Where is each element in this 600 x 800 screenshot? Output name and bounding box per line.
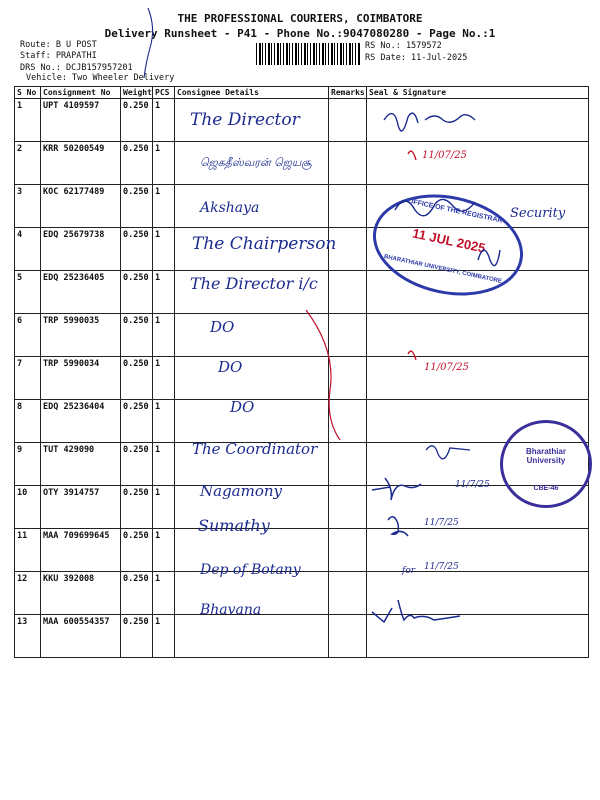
row-sno: 7 bbox=[15, 357, 41, 400]
row-weight: 0.250 bbox=[121, 357, 153, 400]
row-sno: 4 bbox=[15, 228, 41, 271]
row-pcs: 1 bbox=[153, 615, 175, 658]
row-weight: 0.250 bbox=[121, 486, 153, 529]
sig-date-row12: 11/7/25 bbox=[424, 562, 459, 572]
consignee-handwriting: The Chairperson bbox=[192, 234, 337, 254]
row-weight: 0.250 bbox=[121, 443, 153, 486]
seal-sub: CBE-46 bbox=[533, 485, 559, 492]
row-weight: 0.250 bbox=[121, 185, 153, 228]
row-sno: 11 bbox=[15, 529, 41, 572]
row-pcs: 1 bbox=[153, 400, 175, 443]
row-consignment-no: MAA 600554357 bbox=[41, 615, 121, 658]
row-consignment-no: TUT 429090 bbox=[41, 443, 121, 486]
row-weight: 0.250 bbox=[121, 228, 153, 271]
row-pcs: 1 bbox=[153, 185, 175, 228]
row-consignment-no: EDQ 25236405 bbox=[41, 271, 121, 314]
row-sno: 1 bbox=[15, 99, 41, 142]
row-pcs: 1 bbox=[153, 572, 175, 615]
col-remarks: Remarks bbox=[329, 87, 367, 99]
sig-date-row11: 11/7/25 bbox=[424, 518, 459, 528]
sig-date-row7: 11/07/25 bbox=[424, 362, 469, 373]
row-weight: 0.250 bbox=[121, 99, 153, 142]
row-pcs: 1 bbox=[153, 529, 175, 572]
row-sno: 12 bbox=[15, 572, 41, 615]
consignee-handwriting: DO bbox=[230, 398, 255, 416]
row-weight: 0.250 bbox=[121, 572, 153, 615]
consignee-handwriting: Akshaya bbox=[200, 200, 260, 216]
row-pcs: 1 bbox=[153, 228, 175, 271]
row-consignment-no: KRR 50200549 bbox=[41, 142, 121, 185]
row-weight: 0.250 bbox=[121, 271, 153, 314]
rs-number: RS No.: 1579572 bbox=[365, 41, 442, 51]
col-signature: Seal & Signature bbox=[367, 87, 589, 99]
col-weight: Weight bbox=[121, 87, 153, 99]
consignee-handwriting: ஜெகதீஸ்வரன் ஜெயசூ bbox=[200, 156, 312, 169]
row-consignment-no: EDQ 25236404 bbox=[41, 400, 121, 443]
route-label: Route: B U POST bbox=[20, 40, 97, 50]
col-consignment: Consignment No bbox=[41, 87, 121, 99]
row-sno: 2 bbox=[15, 142, 41, 185]
consignee-handwriting: Bhavana bbox=[200, 602, 262, 618]
seal-text: Bharathiar University bbox=[525, 447, 566, 465]
col-sno: S No bbox=[15, 87, 41, 99]
row-consignment-no: EDQ 25679738 bbox=[41, 228, 121, 271]
registrar-stamp-date: 11 JUL 2025 bbox=[411, 225, 487, 256]
row-consignment-no: UPT 4109597 bbox=[41, 99, 121, 142]
row-sno: 6 bbox=[15, 314, 41, 357]
consignee-handwriting: The Director bbox=[190, 110, 300, 130]
drs-label: DRS No.: DCJB157957201 bbox=[20, 63, 133, 73]
row-pcs: 1 bbox=[153, 99, 175, 142]
row-weight: 0.250 bbox=[121, 615, 153, 658]
consignee-handwriting: The Director i/c bbox=[190, 274, 318, 293]
consignee-handwriting: The Coordinator bbox=[192, 440, 318, 458]
row-pcs: 1 bbox=[153, 271, 175, 314]
row-consignment-no: TRP 5990034 bbox=[41, 357, 121, 400]
row-pcs: 1 bbox=[153, 314, 175, 357]
row-sno: 9 bbox=[15, 443, 41, 486]
col-pcs: PCS bbox=[153, 87, 175, 99]
row-sno: 3 bbox=[15, 185, 41, 228]
row-weight: 0.250 bbox=[121, 400, 153, 443]
sig-for-row12: for bbox=[402, 566, 416, 576]
row-consignment-no: KKU 392008 bbox=[41, 572, 121, 615]
sig-date-row10: 11/7/25 bbox=[455, 480, 490, 490]
row-consignment-no: OTY 3914757 bbox=[41, 486, 121, 529]
vehicle-label: Vehicle: Two Wheeler Delivery bbox=[26, 73, 175, 83]
consignee-handwriting: Sumathy bbox=[198, 516, 270, 535]
col-consignee: Consignee Details bbox=[175, 87, 329, 99]
sig-security-row3: Security bbox=[510, 206, 566, 221]
row-pcs: 1 bbox=[153, 443, 175, 486]
company-title: THE PROFESSIONAL COURIERS, COIMBATORE bbox=[177, 12, 423, 25]
consignee-handwriting: DO bbox=[210, 318, 235, 336]
row-pcs: 1 bbox=[153, 486, 175, 529]
runsheet-subtitle: Delivery Runsheet - P41 - Phone No.:9047080280 - Page No.:1 bbox=[104, 27, 496, 40]
row-weight: 0.250 bbox=[121, 142, 153, 185]
row-consignment-no: KOC 62177489 bbox=[41, 185, 121, 228]
row-sno: 13 bbox=[15, 615, 41, 658]
row-sno: 10 bbox=[15, 486, 41, 529]
consignee-handwriting: Nagamony bbox=[200, 482, 283, 500]
sig-date-row2: 11/07/25 bbox=[422, 150, 467, 161]
row-pcs: 1 bbox=[153, 357, 175, 400]
row-sno: 8 bbox=[15, 400, 41, 443]
staff-label: Staff: PRAPATHI bbox=[20, 51, 97, 61]
registrar-stamp-bottom: BHARATHIAR UNIVERSITY, COIMBATORE bbox=[383, 254, 503, 285]
row-consignment-no: TRP 5990035 bbox=[41, 314, 121, 357]
row-weight: 0.250 bbox=[121, 314, 153, 357]
row-sno: 5 bbox=[15, 271, 41, 314]
row-weight: 0.250 bbox=[121, 529, 153, 572]
consignee-handwriting: Dep of Botany bbox=[200, 562, 301, 578]
consignee-handwriting: DO bbox=[218, 358, 243, 376]
row-consignment-no: MAA 709699645 bbox=[41, 529, 121, 572]
row-pcs: 1 bbox=[153, 142, 175, 185]
registrar-stamp-top: OFFICE OF THE REGISTRAR bbox=[407, 197, 504, 225]
rs-date: RS Date: 11-Jul-2025 bbox=[365, 53, 468, 63]
